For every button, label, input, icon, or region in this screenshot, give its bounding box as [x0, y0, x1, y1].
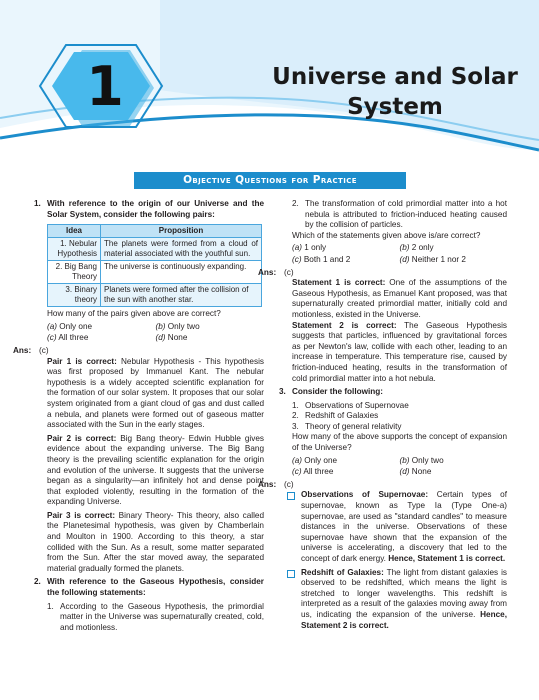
explanation-text: Big Bang theory- Edwin Hubble gives evidence about the expanding universe. The Big Bang theory is the prevailing scientific explanation for the origin and evolution of the universe. It suggests that the universe began as a singularity—an infinitely hot and dense point that exploded violently, resulting in the formation of the expanding Universe. [47, 433, 264, 507]
option-c [47, 333, 156, 344]
explanation-conclusion: Hence, Statement 2 is correct. [301, 609, 507, 630]
answer-value: (c) [284, 267, 294, 277]
statement-list-continued [279, 199, 507, 231]
table-cell-idea: 3. Binary theory [48, 284, 101, 307]
option-letter: (a) [47, 321, 58, 331]
explanation-statement-1 [279, 278, 507, 320]
option-b [400, 456, 508, 467]
option-text: All three [303, 467, 334, 477]
option-letter: (d) [399, 254, 410, 264]
chapter-header [0, 0, 539, 165]
list-item: 1. Observations of Supernovae [292, 400, 409, 410]
item-list [279, 401, 507, 433]
explanation-pair-2 [34, 434, 264, 508]
option-text: Only one [59, 321, 93, 331]
explanation-heading: Observations of Supernovae: [301, 490, 429, 500]
option-letter: (c) [292, 467, 302, 477]
explanation-bullet-2 [279, 568, 507, 632]
answer-label: Ans: [258, 479, 277, 489]
table-cell-proposition: The universe is continuously expanding. [101, 261, 262, 284]
answer-value: (c) [39, 345, 49, 355]
explanation-heading: Redshift of Galaxies: [301, 567, 384, 577]
option-text: Neither 1 nor 2 [411, 254, 466, 264]
explanation-heading: Statement 2 is correct: [292, 320, 397, 330]
option-letter: (b) [399, 455, 410, 465]
question-number: 3. [279, 387, 286, 397]
option-letter: (c) [292, 254, 302, 264]
explanation-text: The light from distant galaxies is observed to be redshifted, which means the light is stretched to longer wavelengths. This redshift is interpreted as a result of the galaxies moving away from us, indicating the expansion of the universe. [301, 567, 507, 619]
explanation-text: Certain types of supernovae, known as Type Ia (Type One-a) supernovae, are used as "standard candles" to measure distances in the universe. Observations of these supernovae have shown that the expansion of the universe is accelerating, a discovery that led to the concept of dark energy. [301, 490, 507, 563]
statement-1 [47, 602, 264, 634]
option-text: Only two [167, 321, 200, 331]
question-text: With reference to the Gaseous Hypothesis, consider the following statements: [47, 577, 264, 598]
checkbox-bullet-icon [287, 570, 295, 578]
explanation-pair-3 [34, 511, 264, 575]
table-header-idea: Idea [48, 225, 101, 238]
option-d [156, 333, 265, 344]
question-text: With reference to the origin of our Universe and the Solar System, consider the following pairs: [47, 199, 264, 219]
option-b [400, 243, 508, 254]
question-prompt: How many of the pairs given above are correct? [47, 309, 221, 319]
option-a [47, 322, 156, 333]
explanation-heading: Pair 1 is correct: [47, 356, 117, 366]
explanation-conclusion: Hence, Statement 1 is correct. [388, 554, 506, 563]
question-2 [34, 577, 264, 598]
right-column [258, 199, 507, 631]
table-cell-proposition: Planets were formed after the collision of the sun with another star. [101, 284, 262, 307]
option-text: Only one [304, 455, 338, 465]
option-letter: (b) [399, 243, 410, 253]
table-cell-idea: 1. Nebular Hypothesis [48, 238, 101, 261]
checkbox-bullet-icon [287, 492, 295, 500]
answer-line [13, 345, 264, 357]
option-text: Both 1 and 2 [303, 254, 351, 264]
explanation-text: Nebular Hypothesis - This hypothesis was first proposed by Immanuel Kant. The nebular hypothesis is a widely accepted scientific explanation for the formation of our solar system. It proposes that our solar system originated from a giant cloud of gas and dust called a nebula, and planets were formed out of gaseous matter associated with the Sun in the early stages. [47, 356, 264, 430]
explanation-pair-1 [34, 357, 264, 431]
option-d [400, 255, 508, 266]
statement-text: The transformation of cold primordial matter into a hot nebula is attributed to friction-induced heating caused by the collision of particles. [305, 199, 507, 230]
option-letter: (a) [292, 455, 303, 465]
explanation-text: Binary Theory- This theory, also called the Planetesimal hypothesis, was given by Chamberlain and Moulton in 1900. According to this theory, a star collided with the Sun. As a result, some matter separated from the Sun. After the star moved away, the separated material gradually formed the planets. [47, 510, 264, 573]
statement-number: 1. [47, 601, 54, 611]
option-text: Only two [411, 455, 444, 465]
explanation-heading: Pair 3 is correct: [47, 510, 116, 520]
options-list [279, 456, 507, 478]
list-item: 2. Redshift of Galaxies [292, 411, 379, 421]
explanation-bullet-1 [279, 490, 507, 564]
option-d [400, 467, 508, 478]
question-prompt: How many of the above supports the concept of expansion of the Universe? [292, 432, 507, 453]
explanation-heading: Statement 1 is correct: [292, 278, 386, 288]
option-text: None [167, 333, 188, 343]
statement-list [34, 602, 264, 634]
options-list [34, 322, 264, 344]
question-number: 2. [34, 577, 41, 587]
list-item: 3. Theory of general relativity [292, 421, 402, 431]
option-letter: (c) [47, 333, 57, 343]
option-a [292, 243, 400, 254]
left-column [13, 199, 264, 633]
table-row [48, 261, 262, 284]
chapter-number: 1 [86, 55, 124, 118]
option-c [292, 467, 400, 478]
question-1 [34, 199, 264, 220]
table-row [48, 284, 262, 307]
question-prompt: Which of the statements given above is/are correct? [292, 230, 481, 240]
pairs-table [47, 224, 262, 307]
table-header-row [48, 225, 262, 238]
option-text: All three [58, 333, 89, 343]
explanation-heading: Pair 2 is correct: [47, 433, 117, 443]
answer-value: (c) [284, 479, 294, 489]
statement-2 [292, 199, 507, 231]
statement-text: According to the Gaseous Hypothesis, the primordial matter in the Universe was supernaturally created, cold, and motionless. [60, 601, 264, 632]
option-text: 2 only [411, 243, 434, 253]
answer-line [258, 479, 507, 491]
options-list [279, 243, 507, 265]
chapter-title-line2: System [347, 94, 443, 120]
question-3 [279, 387, 507, 398]
table-cell-idea: 2. Big Bang Theory [48, 261, 101, 284]
chapter-title [270, 62, 520, 122]
explanation-text: One of the assumptions of the Gaseous Hypothesis, as Emanuel Kant proposed, was that supernaturally created primordial matter, initially cold and motionless, existed in the Universe. [292, 278, 507, 319]
question-number: 1. [34, 199, 41, 208]
explanation-statement-2 [279, 321, 507, 385]
option-b [156, 322, 265, 333]
section-banner: Objective Questions for Practice [134, 172, 406, 189]
table-cell-proposition: The planets were formed from a cloud of material associated with the youthful sun. [101, 238, 262, 261]
question-text: Consider the following: [292, 387, 383, 397]
answer-line [258, 267, 507, 279]
option-letter: (a) [292, 243, 303, 253]
statement-number: 2. [292, 199, 299, 208]
option-a [292, 456, 400, 467]
option-letter: (d) [155, 333, 166, 343]
chapter-title-line1: Universe and Solar [272, 64, 518, 90]
answer-label: Ans: [13, 345, 32, 355]
table-header-proposition: Proposition [101, 225, 262, 238]
option-letter: (d) [399, 467, 410, 477]
table-row [48, 238, 262, 261]
option-text: 1 only [304, 243, 327, 253]
explanation-text: The Gaseous Hypothesis suggests that particles, influenced by gravitational forces as per Newton's law, collide with each other, leading to an increase in temperature. This temperature rise, caused by friction-induced heating, results in the transformation of cold primordial matter into a hot nebula. [292, 320, 507, 383]
option-letter: (b) [155, 321, 166, 331]
option-text: None [411, 467, 432, 477]
answer-label: Ans: [258, 267, 277, 277]
option-c [292, 255, 400, 266]
